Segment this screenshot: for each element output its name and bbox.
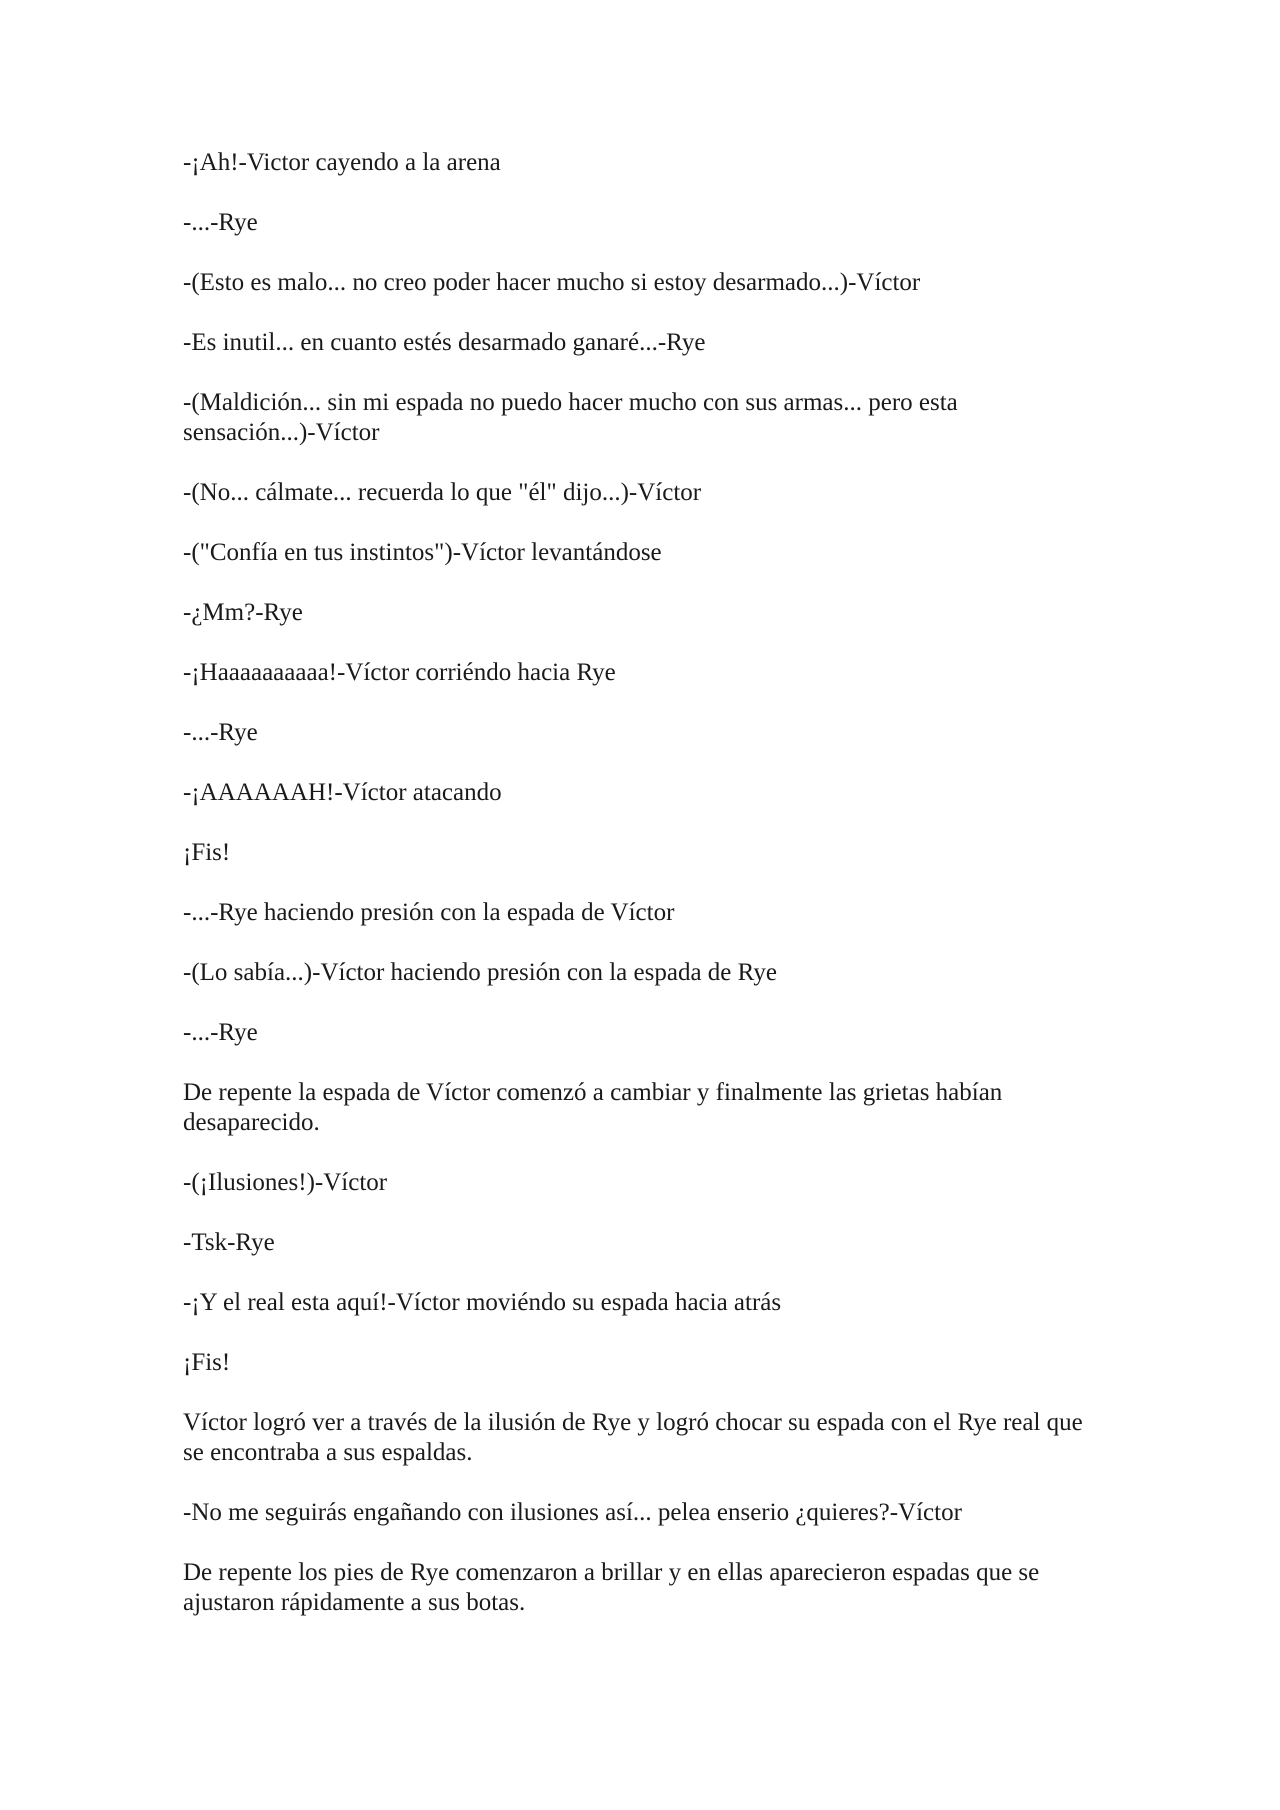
paragraph: -("Confía en tus instintos")-Víctor levantándose: [183, 539, 662, 566]
paragraph: -Es inutil... en cuanto estés desarmado ganaré...-Rye: [183, 329, 706, 356]
paragraph: Víctor logró ver a través de la ilusión de Rye y logró chocar su espada con el Rye real que se encontraba a sus espaldas.: [183, 1409, 1083, 1466]
paragraph: -(Esto es malo... no creo poder hacer mucho si estoy desarmado...)-Víctor: [183, 269, 921, 296]
paragraph: -...-Rye haciendo presión con la espada de Víctor: [183, 899, 675, 926]
paragraph: -(¡Ilusiones!)-Víctor: [183, 1169, 388, 1196]
paragraph: -¿Mm?-Rye: [183, 599, 303, 626]
paragraph: -¡Ah!-Victor cayendo a la arena: [183, 149, 501, 176]
paragraph: -¡Y el real esta aquí!-Víctor moviéndo su espada hacia atrás: [183, 1289, 782, 1316]
document-body: [183, 148, 1083, 1648]
paragraph: -...-Rye: [183, 209, 258, 236]
paragraph: -(Maldición... sin mi espada no puedo hacer mucho con sus armas... pero esta sensación...)-Víctor: [183, 389, 958, 446]
paragraph: ¡Fis!: [183, 1349, 231, 1376]
paragraph: -No me seguirás engañando con ilusiones así... pelea enserio ¿quieres?-Víctor: [183, 1499, 962, 1526]
paragraph: -¡AAAAAAH!-Víctor atacando: [183, 779, 502, 806]
paragraph: -¡Haaaaaaaaaa!-Víctor corriéndo hacia Rye: [183, 659, 616, 686]
paragraph: ¡Fis!: [183, 839, 231, 866]
paragraph: De repente los pies de Rye comenzaron a brillar y en ellas aparecieron espadas que se ajustaron rápidamente a sus botas.: [183, 1559, 1040, 1616]
paragraph: -...-Rye: [183, 1019, 258, 1046]
paragraph: -(Lo sabía...)-Víctor haciendo presión con la espada de Rye: [183, 959, 777, 986]
paragraph: -Tsk-Rye: [183, 1229, 275, 1256]
paragraph: De repente la espada de Víctor comenzó a cambiar y finalmente las grietas habían desaparecido.: [183, 1079, 1003, 1136]
paragraph: -(No... cálmate... recuerda lo que "él" dijo...)-Víctor: [183, 479, 702, 506]
paragraph: -...-Rye: [183, 719, 258, 746]
